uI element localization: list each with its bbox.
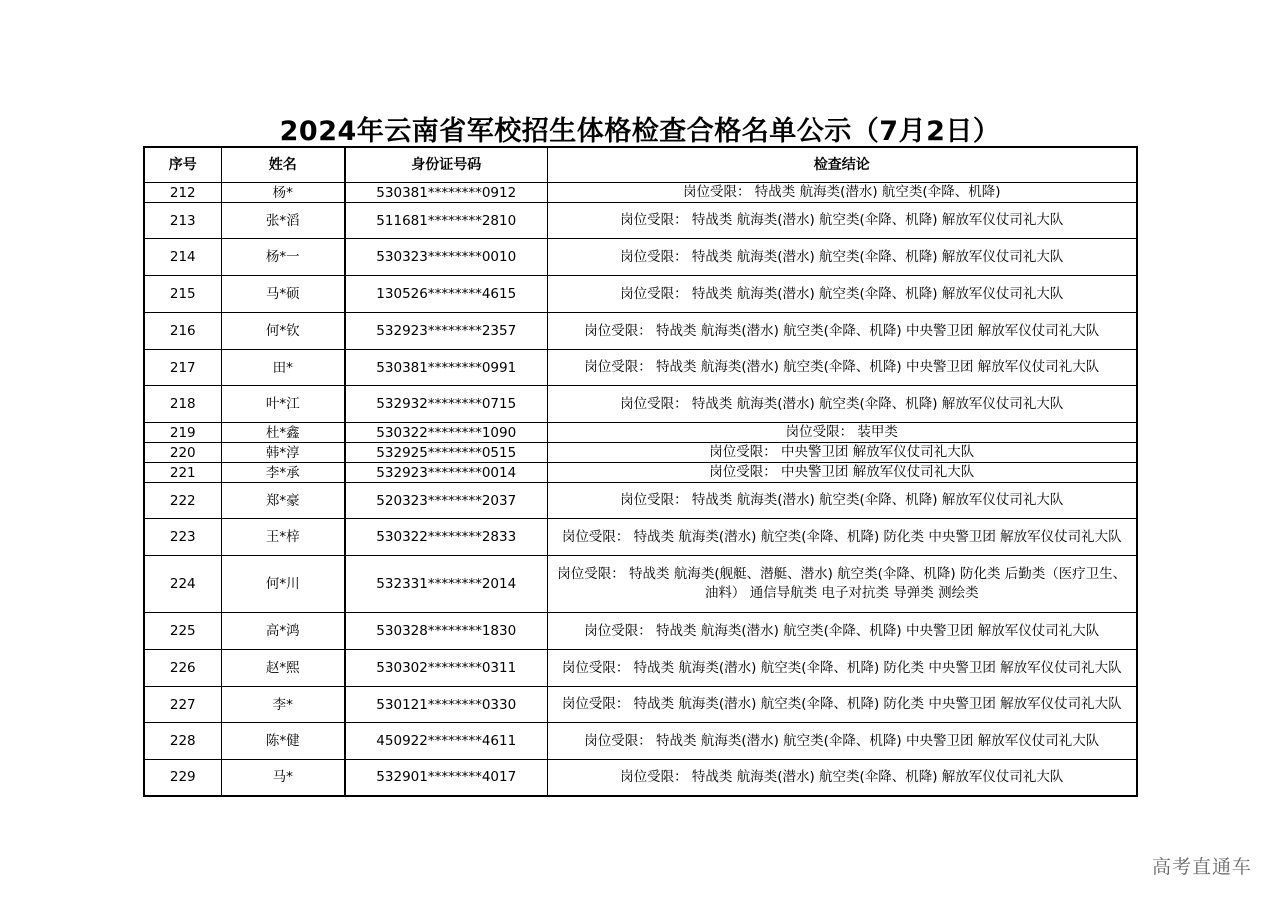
cell-name: 马* (221, 760, 345, 796)
table-row (144, 276, 1137, 313)
table-row (144, 386, 1137, 423)
cell-name: 马*硕 (221, 276, 345, 313)
cell-name: 叶*江 (221, 386, 345, 423)
cell-id: 130526********4615 (345, 276, 547, 313)
table-row (144, 613, 1137, 650)
cell-name: 王*梓 (221, 519, 345, 556)
cell-seq: 214 (144, 239, 221, 276)
cell-result: 岗位受限： 中央警卫团 解放军仪仗司礼大队 (547, 463, 1137, 483)
cell-seq: 212 (144, 183, 221, 203)
cell-id: 530323********0010 (345, 239, 547, 276)
cell-result: 岗位受限： 特战类 航海类(潜水) 航空类(伞降、机降) 防化类 中央警卫团 解放军仪仗司礼大队 (547, 650, 1137, 687)
cell-seq: 229 (144, 760, 221, 796)
cell-result: 岗位受限： 特战类 航海类(潜水) 航空类(伞降、机降) 解放军仪仗司礼大队 (547, 386, 1137, 423)
cell-seq: 225 (144, 613, 221, 650)
table-row (144, 423, 1137, 443)
cell-seq: 224 (144, 556, 221, 613)
cell-name: 何*钦 (221, 313, 345, 350)
header-result: 检查结论 (547, 147, 1137, 183)
cell-result: 岗位受限： 中央警卫团 解放军仪仗司礼大队 (547, 443, 1137, 463)
cell-id: 511681********2810 (345, 203, 547, 239)
header-seq: 序号 (144, 147, 221, 183)
table-row (144, 239, 1137, 276)
cell-name: 李* (221, 687, 345, 723)
table-row (144, 687, 1137, 723)
table-row (144, 183, 1137, 203)
cell-id: 530328********1830 (345, 613, 547, 650)
cell-seq: 213 (144, 203, 221, 239)
cell-result: 岗位受限： 特战类 航海类(潜水) 航空类(伞降、机降) 中央警卫团 解放军仪仗司礼大队 (547, 723, 1137, 760)
cell-name: 赵*熙 (221, 650, 345, 687)
cell-result: 岗位受限： 特战类 航海类(潜水) 航空类(伞降、机降) 解放军仪仗司礼大队 (547, 203, 1137, 239)
cell-id: 530381********0912 (345, 183, 547, 203)
cell-seq: 216 (144, 313, 221, 350)
table-row (144, 463, 1137, 483)
cell-seq: 223 (144, 519, 221, 556)
cell-name: 李*承 (221, 463, 345, 483)
cell-name: 杨*一 (221, 239, 345, 276)
cell-seq: 215 (144, 276, 221, 313)
cell-result: 岗位受限： 特战类 航海类(潜水) 航空类(伞降、机降) 中央警卫团 解放军仪仗司礼大队 (547, 613, 1137, 650)
cell-seq: 220 (144, 443, 221, 463)
cell-name: 张*滔 (221, 203, 345, 239)
cell-id: 532901********4017 (345, 760, 547, 796)
cell-result: 岗位受限： 特战类 航海类(潜水) 航空类(伞降、机降) 中央警卫团 解放军仪仗司礼大队 (547, 313, 1137, 350)
table-header-row (144, 147, 1137, 183)
cell-id: 520323********2037 (345, 483, 547, 519)
cell-name: 田* (221, 350, 345, 386)
qualified-list-table (143, 146, 1138, 797)
table-row (144, 650, 1137, 687)
cell-name: 韩*淳 (221, 443, 345, 463)
page-title: 2024年云南省军校招生体格检查合格名单公示（7月2日） (279, 116, 1001, 147)
cell-result: 岗位受限： 特战类 航海类(潜水) 航空类(伞降、机降) (547, 183, 1137, 203)
cell-id: 532331********2014 (345, 556, 547, 613)
cell-name: 陈*健 (221, 723, 345, 760)
table-row (144, 556, 1137, 613)
cell-name: 郑*豪 (221, 483, 345, 519)
cell-id: 532932********0715 (345, 386, 547, 423)
header-name: 姓名 (221, 147, 345, 183)
cell-result: 岗位受限： 特战类 航海类(潜水) 航空类(伞降、机降) 解放军仪仗司礼大队 (547, 239, 1137, 276)
cell-result: 岗位受限： 特战类 航海类(潜水) 航空类(伞降、机降) 解放军仪仗司礼大队 (547, 760, 1137, 796)
header-id: 身份证号码 (345, 147, 547, 183)
cell-result: 岗位受限： 装甲类 (547, 423, 1137, 443)
cell-name: 杜*鑫 (221, 423, 345, 443)
table-row (144, 723, 1137, 760)
cell-name: 杨* (221, 183, 345, 203)
cell-seq: 219 (144, 423, 221, 443)
cell-id: 532925********0515 (345, 443, 547, 463)
table-row (144, 313, 1137, 350)
cell-seq: 221 (144, 463, 221, 483)
cell-seq: 222 (144, 483, 221, 519)
cell-result: 岗位受限： 特战类 航海类(潜水) 航空类(伞降、机降) 中央警卫团 解放军仪仗司礼大队 (547, 350, 1137, 386)
cell-seq: 228 (144, 723, 221, 760)
cell-seq: 226 (144, 650, 221, 687)
cell-id: 530322********1090 (345, 423, 547, 443)
cell-id: 532923********2357 (345, 313, 547, 350)
cell-result: 岗位受限： 特战类 航海类(舰艇、潜艇、潜水) 航空类(伞降、机降) 防化类 后勤类（医疗卫生、油料） 通信导航类 电子对抗类 导弹类 测绘类 (547, 556, 1137, 613)
cell-seq: 218 (144, 386, 221, 423)
cell-id: 532923********0014 (345, 463, 547, 483)
cell-name: 高*鸿 (221, 613, 345, 650)
watermark-text: 高考直通车 (1151, 856, 1252, 878)
cell-id: 530302********0311 (345, 650, 547, 687)
cell-result: 岗位受限： 特战类 航海类(潜水) 航空类(伞降、机降) 防化类 中央警卫团 解放军仪仗司礼大队 (547, 519, 1137, 556)
table-row (144, 350, 1137, 386)
cell-id: 450922********4611 (345, 723, 547, 760)
table-row (144, 519, 1137, 556)
cell-id: 530121********0330 (345, 687, 547, 723)
cell-name: 何*川 (221, 556, 345, 613)
table-row (144, 483, 1137, 519)
cell-result: 岗位受限： 特战类 航海类(潜水) 航空类(伞降、机降) 防化类 中央警卫团 解放军仪仗司礼大队 (547, 687, 1137, 723)
cell-seq: 217 (144, 350, 221, 386)
table-row (144, 443, 1137, 463)
cell-seq: 227 (144, 687, 221, 723)
cell-result: 岗位受限： 特战类 航海类(潜水) 航空类(伞降、机降) 解放军仪仗司礼大队 (547, 276, 1137, 313)
table-row (144, 760, 1137, 796)
cell-result: 岗位受限： 特战类 航海类(潜水) 航空类(伞降、机降) 解放军仪仗司礼大队 (547, 483, 1137, 519)
table-row (144, 203, 1137, 239)
cell-id: 530322********2833 (345, 519, 547, 556)
cell-id: 530381********0991 (345, 350, 547, 386)
